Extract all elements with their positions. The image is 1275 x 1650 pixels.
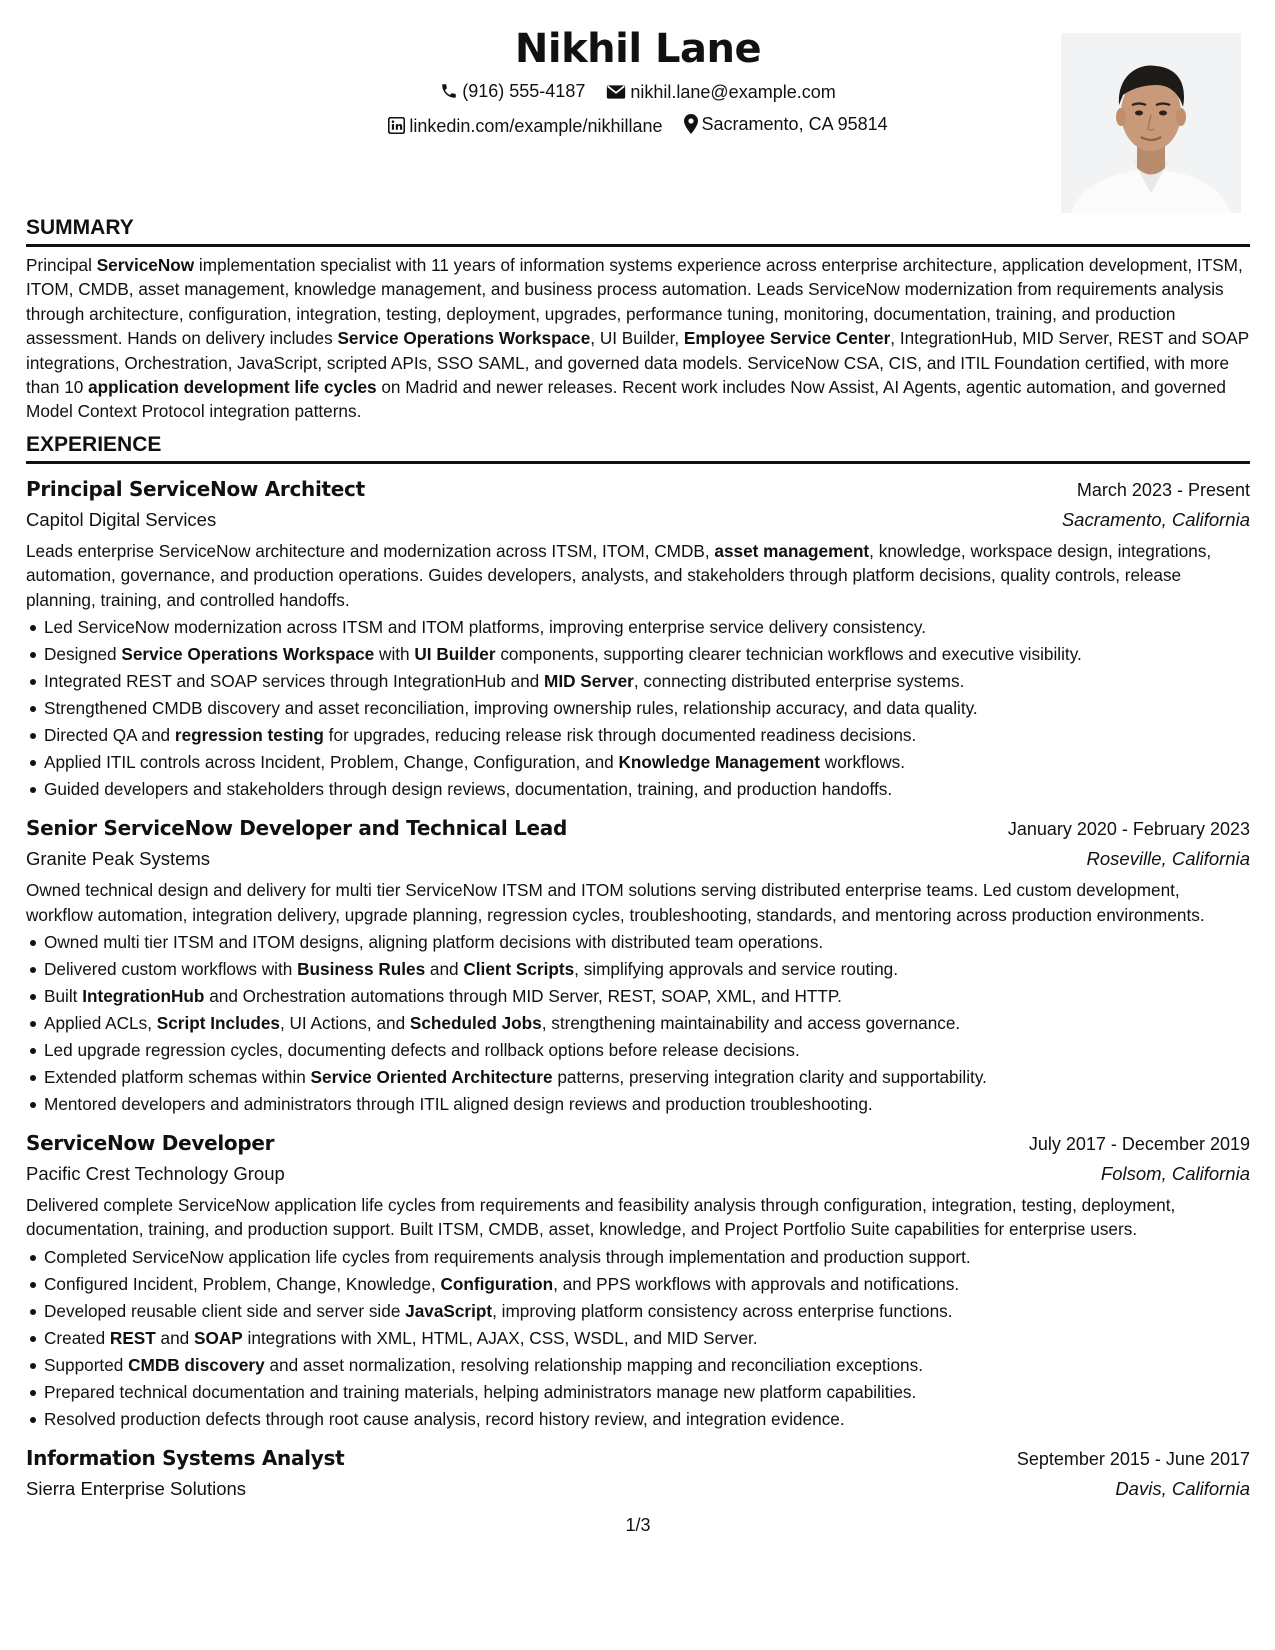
job-header — [26, 1443, 1250, 1474]
summary-text — [26, 253, 1250, 424]
text-run: Applied ITIL controls across Incident, Problem, Change, Configuration, and — [44, 752, 619, 773]
job-description — [26, 878, 1250, 927]
list-item — [26, 695, 1250, 722]
job-dates: September 2015 - June 2017 — [1016, 1448, 1250, 1469]
list-item — [26, 956, 1250, 983]
avatar — [1061, 33, 1241, 213]
phone-icon — [440, 82, 458, 100]
text-run: Delivered custom workflows with — [44, 959, 298, 980]
job-subheader — [26, 1474, 1250, 1504]
linkedin-url[interactable]: linkedin.com/example/nikhillane — [409, 115, 663, 136]
bold-text: Script Includes — [156, 1013, 280, 1034]
text-run: Extended platform schemas within — [44, 1067, 311, 1088]
list-item — [26, 614, 1250, 641]
summary-section — [26, 214, 1250, 424]
linkedin-icon — [388, 117, 405, 134]
company-name: Capitol Digital Services — [26, 509, 217, 530]
experience-section — [26, 431, 1250, 1504]
text-run: , IntegrationHub, MID Server, REST and SOAP integrations, Orchestration, JavaScript, scripted APIs, SSO SAML, and governed data models. ServiceNow CSA, CIS, and ITIL Foundation certified, with more than 10 — [26, 328, 1249, 398]
bold-text: Client Scripts — [463, 959, 575, 980]
email-address[interactable]: nikhil.lane@example.com — [630, 82, 836, 102]
text-run: , UI Actions, and — [279, 1013, 410, 1034]
job-description — [26, 1193, 1250, 1242]
text-run: Applied ACLs, — [44, 1013, 157, 1034]
job-header — [26, 1128, 1250, 1159]
achievement-list — [26, 614, 1250, 803]
text-run: Directed QA and — [44, 725, 175, 746]
job-entry — [26, 474, 1250, 803]
job-title: ServiceNow Developer — [26, 1131, 275, 1156]
list-item — [26, 722, 1250, 749]
text-run: Prepared technical documentation and training materials, helping administrators manage new platform capabilities. — [44, 1381, 917, 1402]
job-entry — [26, 1443, 1250, 1504]
company-name: Sierra Enterprise Solutions — [26, 1477, 247, 1499]
list-item — [26, 929, 1250, 956]
text-run: implementation specialist with 11 years of information systems experience across enterprise architecture, application development, ITSM, ITOM, CMDB, asset management, knowledge management, and business process automation. Leads ServiceNow modernization from requirements analysis through architecture, configuration, integration, testing, deployment, upgrades, performance tuning, monitoring, documentation, training, and production assessment. Hands on delivery includes — [26, 255, 1243, 349]
bold-text: SOAP — [194, 1327, 243, 1348]
bold-text: UI Builder — [414, 644, 496, 665]
text-run: with — [374, 644, 415, 665]
text-run: Supported — [44, 1354, 129, 1375]
text-run: Principal — [26, 255, 97, 275]
linkedin-contact[interactable] — [388, 111, 662, 141]
bold-text: Employee Service Center — [683, 328, 891, 349]
text-run: , connecting distributed enterprise systems. — [633, 671, 965, 692]
job-title: Senior ServiceNow Developer and Technical Lead — [26, 816, 568, 841]
list-item — [26, 1406, 1250, 1433]
list-item — [26, 1271, 1250, 1298]
job-subheader — [26, 844, 1250, 874]
text-run: Integrated REST and SOAP services through IntegrationHub and — [44, 671, 545, 692]
resume-page — [26, 0, 1250, 1650]
bold-text: Configuration — [440, 1273, 554, 1294]
list-item — [26, 983, 1250, 1010]
achievement-list — [26, 929, 1250, 1118]
text-run: Strengthened CMDB discovery and asset reconciliation, improving ownership rules, relationship accuracy, and data quality. — [44, 698, 978, 719]
bold-text: Scheduled Jobs — [409, 1013, 542, 1034]
text-run: Led upgrade regression cycles, documenting defects and rollback options before release decisions. — [44, 1040, 800, 1061]
bold-text: MID Server — [544, 671, 634, 692]
text-run: , knowledge, workspace design, integrations, automation, governance, and production operations. Guides developers, analysts, and stakeholders through platform decisions, quality controls, release planning, training, and controlled handoffs. — [26, 541, 1212, 610]
bold-text: REST — [109, 1327, 156, 1348]
job-location: Folsom, California — [1100, 1163, 1250, 1185]
text-run: patterns, preserving integration clarity and supportability. — [552, 1067, 987, 1088]
text-run: Owned technical design and delivery for multi tier ServiceNow ITSM and ITOM solutions serving distributed enterprise teams. Led custom development, workflow automation, integration delivery, upgrade planning, regression cycles, troubleshooting, standards, and mentoring across production environments. — [26, 880, 1205, 925]
text-run: on Madrid and newer releases. Recent work includes Now Assist, AI Agents, agentic automation, and governed Model Context Protocol integration patterns. — [26, 377, 1226, 422]
list-item — [26, 1064, 1250, 1091]
bold-text: JavaScript — [405, 1300, 493, 1321]
job-location: Roseville, California — [1086, 848, 1250, 870]
job-subheader — [26, 1159, 1250, 1189]
text-run: for upgrades, reducing release risk through documented readiness decisions. — [323, 725, 917, 746]
text-run: Owned multi tier ITSM and ITOM designs, aligning platform decisions with distributed team operations. — [44, 932, 824, 953]
job-location: Sacramento, California — [1061, 509, 1250, 530]
list-item — [26, 1379, 1250, 1406]
list-item — [26, 776, 1250, 803]
list-item — [26, 668, 1250, 695]
text-run: Created — [44, 1327, 110, 1348]
bold-text: Service Oriented Architecture — [310, 1067, 553, 1088]
phone-number: (916) 555-4187 — [462, 81, 586, 101]
text-run: Resolved production defects through root cause analysis, record history review, and integration evidence. — [44, 1408, 845, 1429]
bold-text: CMDB discovery — [128, 1354, 265, 1375]
job-dates: July 2017 - December 2019 — [1028, 1134, 1250, 1155]
summary-heading: SUMMARY — [26, 216, 134, 239]
bold-text: Knowledge Management — [618, 752, 821, 773]
map-pin-icon — [684, 114, 698, 134]
section-divider — [26, 461, 1250, 464]
bold-text: IntegrationHub — [82, 986, 205, 1007]
email-contact[interactable] — [606, 77, 835, 107]
achievement-list — [26, 1244, 1250, 1433]
list-item — [26, 1037, 1250, 1064]
text-run: , and PPS workflows with approvals and notifications. — [553, 1273, 960, 1294]
text-run: integrations with XML, HTML, AJAX, CSS, WSDL, and MID Server. — [242, 1327, 758, 1348]
job-location: Davis, California — [1115, 1477, 1250, 1499]
location-text: Sacramento, CA 95814 — [701, 114, 888, 134]
job-header — [26, 813, 1250, 844]
text-run: , simplifying approvals and service routing. — [574, 959, 899, 980]
list-item — [26, 1010, 1250, 1037]
job-list — [26, 474, 1250, 1504]
text-run: Completed ServiceNow application life cycles from requirements analysis through implementation and production support. — [44, 1246, 971, 1267]
text-run: and — [425, 959, 464, 980]
text-run: components, supporting clearer technician workflows and executive visibility. — [495, 644, 1082, 665]
bold-text: application development life cycles — [88, 377, 377, 398]
text-run: Developed reusable client side and server side — [44, 1300, 406, 1321]
section-divider — [26, 244, 1250, 247]
list-item — [26, 1352, 1250, 1379]
bold-text: ServiceNow — [96, 255, 195, 275]
text-run: and — [155, 1327, 194, 1348]
job-dates: January 2020 - February 2023 — [1007, 819, 1250, 840]
text-run: and asset normalization, resolving relationship mapping and reconciliation exceptions. — [264, 1354, 923, 1375]
company-name: Pacific Crest Technology Group — [26, 1163, 285, 1185]
candidate-name: Nikhil Lane — [514, 26, 762, 72]
job-subheader — [26, 505, 1250, 535]
job-title: Principal ServiceNow Architect — [26, 477, 365, 501]
bold-text: Service Operations Workspace — [121, 644, 375, 665]
job-entry — [26, 813, 1250, 1118]
job-entry — [26, 1128, 1250, 1433]
text-run: , strengthening maintainability and access governance. — [541, 1013, 961, 1034]
job-header — [26, 474, 1250, 505]
text-run: workflows. — [820, 752, 906, 773]
text-run: Delivered complete ServiceNow application life cycles from requirements and feasibility analysis through configuration, integration, testing, deployment, documentation, training, and production support. Built ITSM, CMDB, asset, knowledge, and Project Portfolio Suite capabilities for enterprise users. — [26, 1195, 1176, 1240]
list-item — [26, 1298, 1250, 1325]
text-run: , UI Builder, — [590, 328, 684, 349]
profile-photo — [1061, 33, 1241, 213]
job-description — [26, 539, 1250, 612]
list-item — [26, 749, 1250, 776]
bold-text: Business Rules — [297, 959, 426, 980]
text-run: Leads enterprise ServiceNow architecture and modernization across ITSM, ITOM, CMDB, — [26, 541, 715, 561]
bold-text: Service Operations Workspace — [337, 328, 591, 349]
bold-text: regression testing — [174, 725, 324, 746]
list-item — [26, 1244, 1250, 1271]
company-name: Granite Peak Systems — [26, 848, 211, 870]
text-run: Guided developers and stakeholders through design reviews, documentation, training, and production handoffs. — [44, 779, 893, 800]
envelope-icon — [606, 84, 626, 100]
text-run: Led ServiceNow modernization across ITSM and ITOM platforms, improving enterprise service delivery consistency. — [44, 617, 926, 638]
list-item — [26, 1325, 1250, 1352]
list-item — [26, 641, 1250, 668]
phone-contact — [440, 76, 585, 106]
location-contact — [684, 109, 888, 139]
text-run: Configured Incident, Problem, Change, Knowledge, — [44, 1273, 441, 1294]
page-number: 1/3 — [625, 1515, 651, 1535]
experience-heading: EXPERIENCE — [26, 433, 162, 456]
text-run: Mentored developers and administrators through ITIL aligned design reviews and production troubleshooting. — [44, 1094, 873, 1115]
text-run: Designed — [44, 644, 122, 665]
text-run: , improving platform consistency across enterprise functions. — [492, 1300, 953, 1321]
list-item — [26, 1091, 1250, 1118]
job-dates: March 2023 - Present — [1076, 480, 1250, 500]
bold-text: asset management — [714, 541, 870, 561]
text-run: and Orchestration automations through MID Server, REST, SOAP, XML, and HTTP. — [204, 986, 842, 1007]
job-title: Information Systems Analyst — [26, 1445, 345, 1470]
text-run: Built — [44, 986, 83, 1007]
